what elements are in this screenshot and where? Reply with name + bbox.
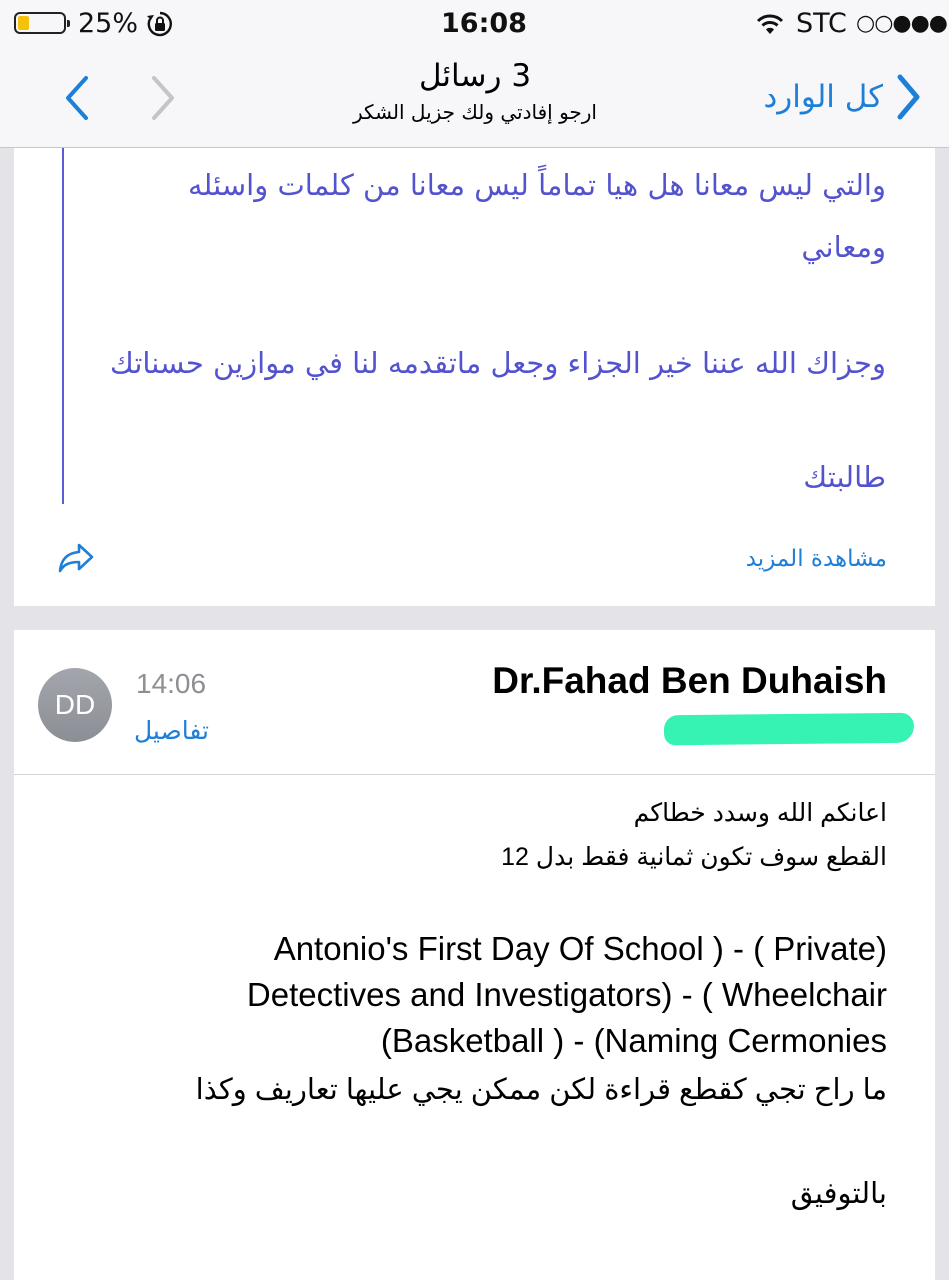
battery-fill (18, 16, 29, 30)
previous-message-icon[interactable] (62, 74, 92, 122)
body-line: Antonio's First Day Of School ) - ( Private) (273, 930, 887, 967)
status-time: 16:08 (441, 8, 527, 39)
status-bar (0, 0, 949, 50)
orientation-lock-icon (146, 10, 174, 38)
body-line: (Basketball ) - (Naming Cermonies (380, 1022, 887, 1059)
back-button-label: كل الوارد (763, 79, 883, 115)
battery-percent: 25% (78, 8, 139, 39)
navigation-bar (0, 50, 949, 148)
sender-name: Dr.Fahad Ben Duhaish (492, 660, 887, 701)
redaction-mark (664, 713, 914, 746)
body-line: بالتوفيق (790, 1178, 887, 1210)
message-card (14, 630, 935, 1280)
chevron-right-icon (895, 73, 923, 121)
next-message-icon[interactable] (148, 74, 178, 122)
avatar: DD (38, 668, 112, 742)
signal-icon: ○○●●● (856, 11, 947, 36)
carrier-name: STC (796, 8, 847, 39)
quoted-line: وجزاك الله عننا خير الجزاء وجعل ماتقدمه لنا في موازين حسناتك (109, 346, 886, 380)
thread-count-title: 3 رسائل (418, 58, 532, 94)
body-line: ما راح تجي كقطع قراءة لكن ممكن يجي عليها تعاريف وكذا (195, 1074, 887, 1106)
quoted-line: طالبتك (803, 460, 886, 494)
see-more-link[interactable]: مشاهدة المزيد (745, 546, 887, 572)
message-thread[interactable] (0, 148, 949, 1280)
forward-icon[interactable] (56, 540, 96, 576)
message-time: 14:06 (136, 668, 207, 699)
battery-icon (14, 12, 66, 34)
battery-nub (67, 20, 70, 27)
header-divider (14, 774, 935, 775)
quote-bar (62, 148, 64, 504)
details-link[interactable]: تفاصيل (134, 716, 209, 745)
quoted-line: والتي ليس معانا هل هيا تماماً ليس معانا من كلمات واسئله (187, 168, 886, 202)
body-line: اعانكم الله وسدد خطاكم (633, 799, 887, 827)
wifi-icon (756, 13, 784, 35)
back-to-inbox-button[interactable] (763, 70, 923, 124)
thread-subject: ارجو إفادتي ولك جزيل الشكر (353, 100, 597, 124)
body-line: Detectives and Investigators) - ( Wheelchair (246, 976, 887, 1013)
body-line: القطع سوف تكون ثمانية فقط بدل 12 (501, 843, 887, 871)
quoted-line: ومعاني (801, 230, 886, 264)
nav-title-group (300, 58, 650, 124)
message-card (14, 148, 935, 606)
